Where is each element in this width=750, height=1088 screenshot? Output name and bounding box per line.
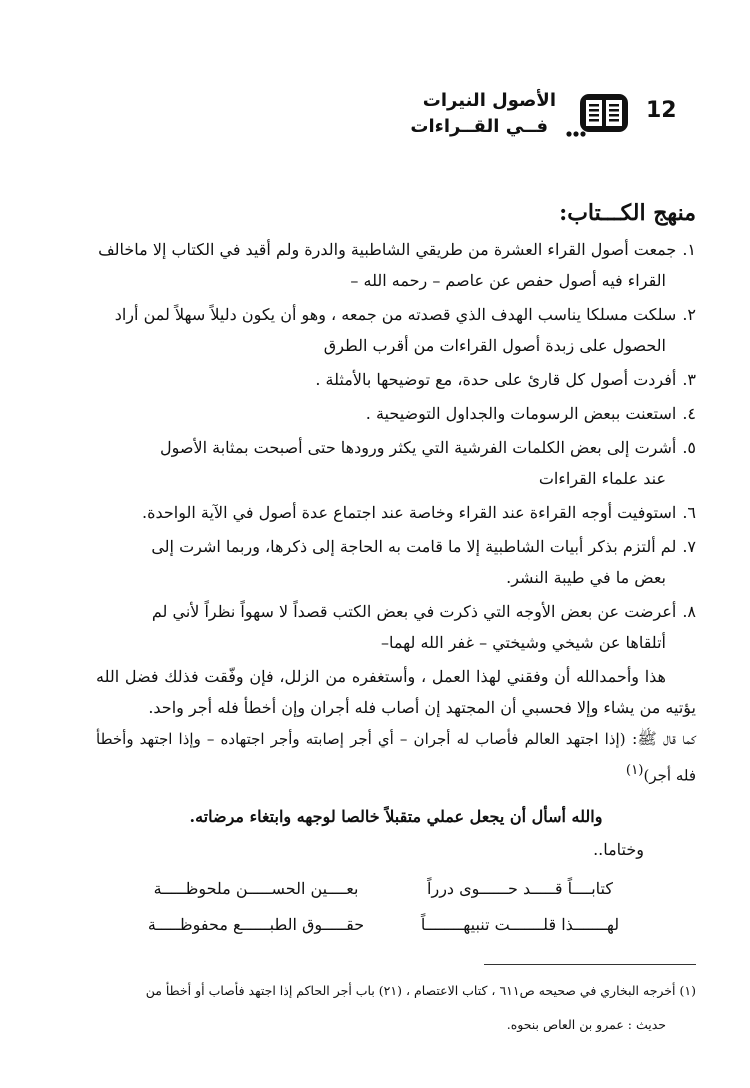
item-number: ١.: [682, 240, 696, 259]
verse-first-hemistich: لهـــــــذا قلـــــــت تنبيهــــــــاً: [420, 915, 620, 935]
poem-verse: [96, 907, 696, 943]
item-number: ٥.: [682, 438, 696, 457]
list-item: [96, 596, 696, 658]
item-number: ٢.: [682, 305, 696, 324]
list-item: [96, 432, 696, 494]
item-continuation: عند علماء القراءات: [538, 469, 666, 488]
poem-verse: [96, 871, 696, 907]
list-item: [96, 299, 696, 361]
conclusion-label: وختاما..: [593, 840, 644, 860]
verse-second-hemistich: بعــــين الحســـــن ملحوظـــــة: [153, 879, 359, 899]
header-title-line1: الأصول النيرات: [422, 90, 556, 111]
verse-second-hemistich: حقـــــوق الطبــــــع محفوظـــــة: [147, 915, 365, 935]
list-item: [96, 531, 696, 593]
item-continuation: الحصول على زبدة أصول القراءات من أقرب الطرق: [323, 336, 666, 355]
footnote-marker: (١): [679, 983, 696, 998]
section-heading: منهج الكـــتاب:: [559, 200, 696, 226]
page-number: 12: [646, 98, 677, 123]
item-text: استوفيت أوجه القراءة عند القراء وخاصة عند اجتماع عدة أصول في الآية الواحدة.: [142, 503, 677, 522]
item-continuation: بعض ما في طيبة النشر.: [506, 568, 666, 587]
header-title-line2: فــي القــراءات: [410, 116, 548, 137]
item-text: استعنت ببعض الرسومات والجداول التوضيحية .: [365, 404, 677, 423]
item-number: ٧.: [682, 537, 696, 556]
item-number: ٨.: [682, 602, 696, 621]
footnote: [96, 974, 696, 1008]
item-text: أعرضت عن بعض الأوجه التي ذكرت في بعض الكتب قصداً لا سهواً نظراً لأني لم: [151, 602, 677, 621]
hadith-prefix: كما قال ﷺ:: [631, 729, 696, 748]
footnote-ref: (١): [625, 763, 644, 778]
footnote-continuation: حديث : عمرو بن العاص بنحوه.: [506, 1017, 666, 1032]
item-text: لم ألتزم بذكر أبيات الشاطبية إلا ما قامت به الحاجة إلى ذكرها، وربما اشرت إلى: [151, 537, 677, 556]
closing-prayer: والله أسأل أن يجعل عملي متقبلاً خالصا لوجهه وابتغاء مرضاته.: [189, 807, 603, 827]
book-icon: [566, 92, 632, 138]
item-text: أشرت إلى بعض الكلمات الفرشية التي يكثر ورودها حتى أصبحت بمثابة الأصول: [160, 438, 677, 457]
closing-paragraph: هذا وأحمدالله أن وفقني لهذا العمل ، وأستغفره من الزلل، فإن وفّقت فذلك فضل الله يؤتيه من يشاء وإلا فحسبي أن المجتهد إن أصاب فله أجران وإن أخطأ فله أجر واحد.: [96, 667, 696, 717]
item-number: ٣.: [682, 370, 696, 389]
list-item: [96, 234, 696, 296]
list-item: [96, 364, 696, 395]
list-item: [96, 497, 696, 528]
page-body: [96, 196, 696, 943]
header-titles: [360, 88, 556, 140]
item-continuation: القراء فيه أصول حفص عن عاصم – رحمه الله –: [350, 271, 666, 290]
footnote-divider: [484, 964, 696, 965]
item-text: أفردت أصول كل قارئ على حدة، مع توضيحها بالأمثلة .: [315, 370, 677, 389]
verse-first-hemistich: كتابــــاً قـــــد حــــــوى درراً: [427, 879, 613, 899]
item-number: ٦.: [682, 503, 696, 522]
hadith-paragraph: [96, 723, 696, 791]
item-continuation: أتلقاها عن شيخي وشيختي – غفر الله لهما–: [380, 633, 666, 652]
method-list: [96, 234, 696, 658]
list-item: [96, 398, 696, 429]
item-text: سلكت مسلكا يناسب الهدف الذي قصدته من جمعه ، وهو أن يكون دليلاً سهلاً لمن أراد: [114, 305, 677, 324]
item-number: ٤.: [682, 404, 696, 423]
hadith-text: (إذا اجتهد العالم فأصاب له أجران – أي أجر إصابته وأجر اجتهاده – وإذا اجتهد وأخطأ فله أجر): [96, 730, 696, 785]
item-text: جمعت أصول القراء العشرة من طريقي الشاطبية والدرة ولم أقيد في الكتاب إلا ماخالف: [98, 240, 677, 259]
poem: [96, 871, 696, 943]
footnotes: [96, 974, 696, 1042]
footnote-text: أخرجه البخاري في صحيحه ص٦١١ ، كتاب الاعتصام ، (٢١) باب أجر الحاكم إذا اجتهد فأصاب أو أخطأ من: [145, 983, 676, 998]
